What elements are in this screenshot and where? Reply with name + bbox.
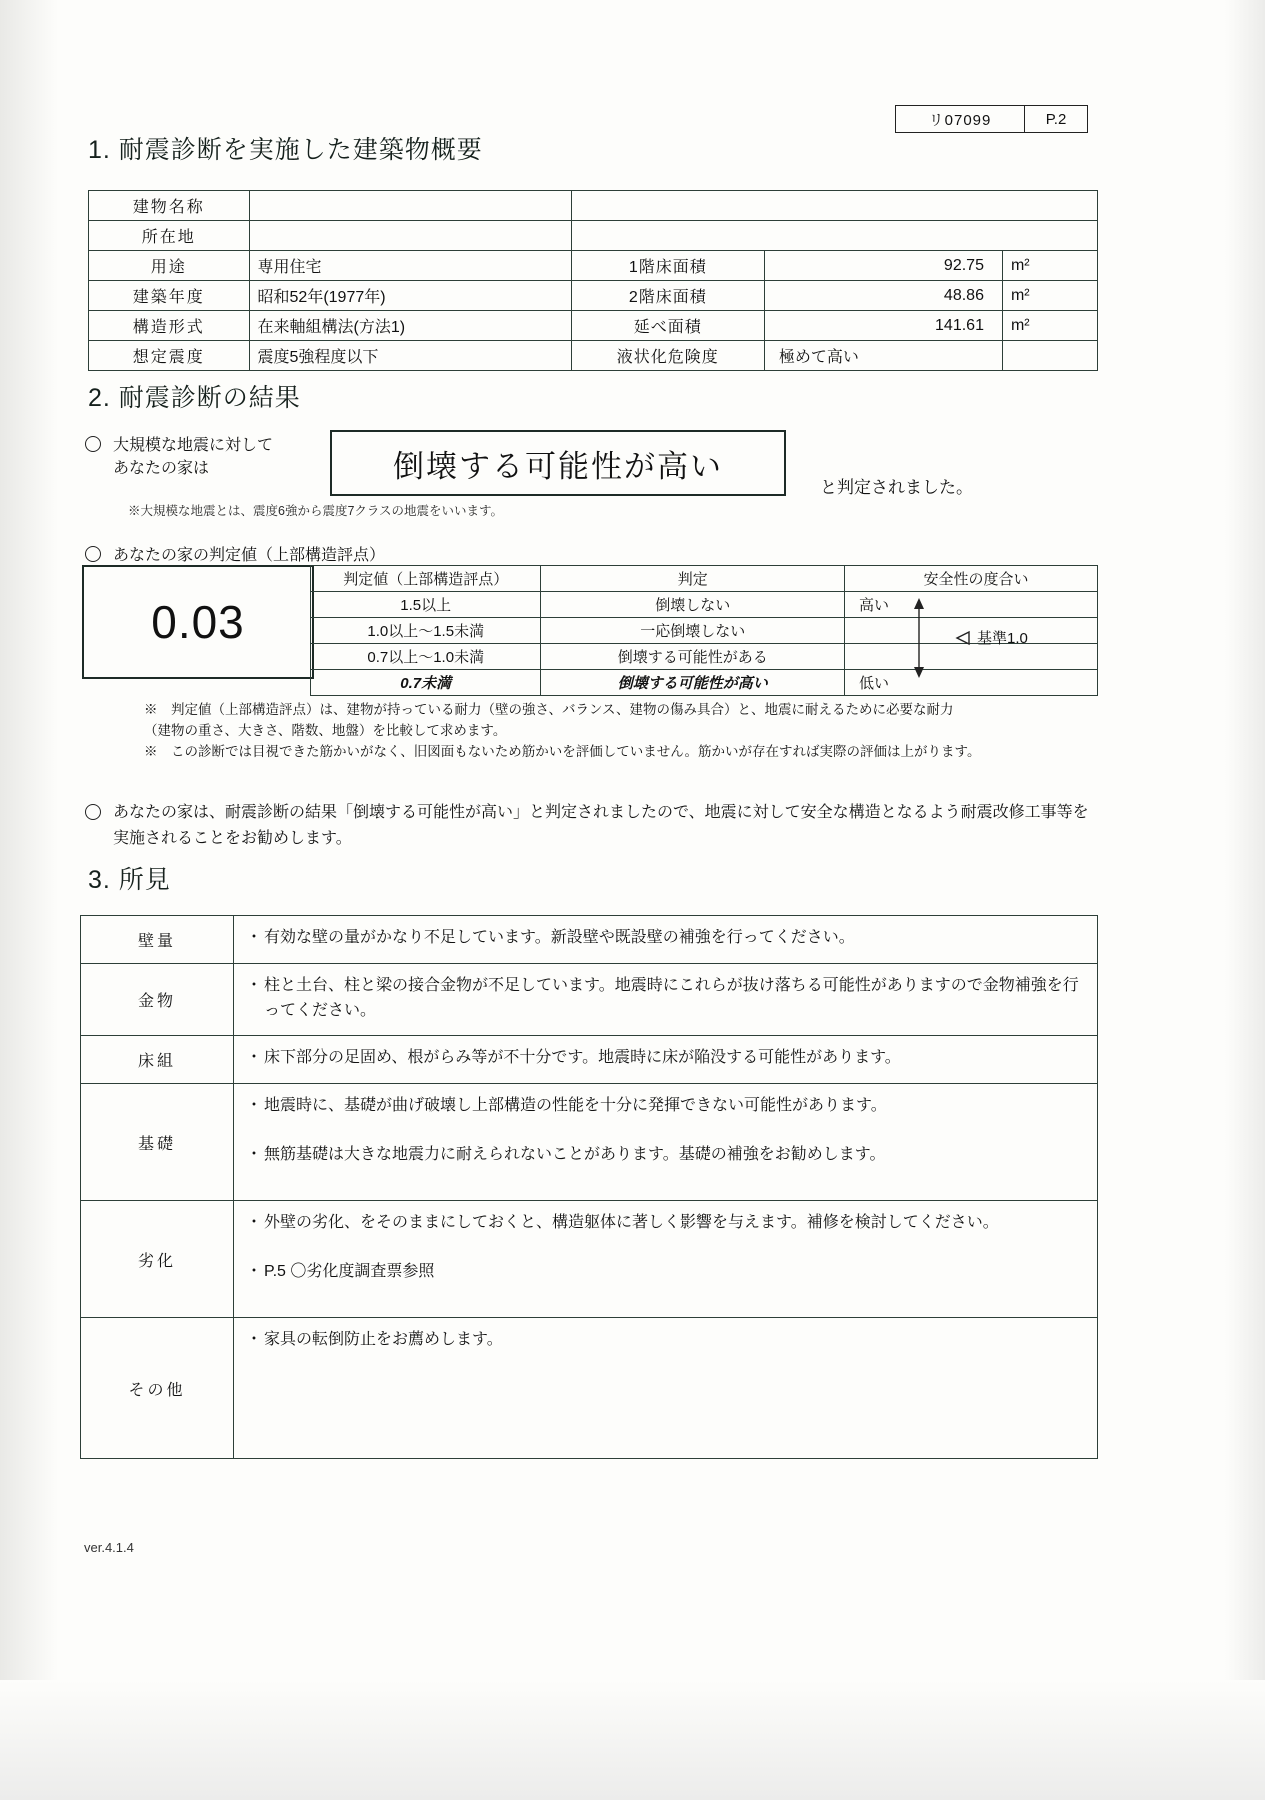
list-item xyxy=(246,974,1085,1024)
finding-text: 床下部分の足固め、根がらみ等が不十分です。地震時に床が陥没する可能性があります。 xyxy=(264,1049,901,1067)
row-label-2: 延べ面積 xyxy=(571,311,764,341)
finding-content xyxy=(234,1201,1098,1318)
cell-safety xyxy=(845,618,1098,644)
recommendation-text: あなたの家は、耐震診断の結果「倒壊する可能性が高い」と判定されましたので、地震に対して安全な構造となるよう耐震改修工事等を実施されることをお勧めします。 xyxy=(113,804,1089,847)
verdict-box xyxy=(330,430,786,496)
row-label-2: 液状化危険度 xyxy=(571,341,764,371)
row-label: 構造形式 xyxy=(89,311,250,341)
finding-text: 地震時に、基礎が曲げ破壊し上部構造の性能を十分に発揮できない可能性があります。 xyxy=(264,1097,887,1115)
table-row xyxy=(81,916,1098,964)
finding-text: 家具の転倒防止をお薦めします。 xyxy=(264,1331,503,1349)
row-value xyxy=(249,191,571,221)
list-item xyxy=(246,926,1085,951)
table-row xyxy=(89,281,1098,311)
table-row xyxy=(89,191,1098,221)
cell-safety xyxy=(845,644,1098,670)
row-unit: m² xyxy=(1002,281,1097,311)
table-row xyxy=(311,618,1098,644)
note-text: ※ この診断では目視できた筋かいがなく、旧図面もないため筋かいを評価していません。筋かいが存在すれば実際の評価は上がります。 xyxy=(144,743,981,759)
bullet-dot-icon: ・ xyxy=(246,1262,263,1280)
finding-label: その他 xyxy=(81,1318,234,1459)
note-text: ※ 判定値（上部構造評点）は、建物が持っている耐力（壁の強さ、バランス、建物の傷み具合）と、地震に耐えるために必要な耐力 xyxy=(144,702,954,717)
finding-content xyxy=(234,1318,1098,1459)
verdict-lead-line2: あなたの家は xyxy=(113,460,210,477)
cell-score-range: 0.7未満 xyxy=(311,670,541,696)
row-label: 建物名称 xyxy=(89,191,250,221)
table-row xyxy=(81,1084,1098,1201)
list-item xyxy=(246,1260,1085,1285)
finding-text: 外壁の劣化、をそのままにしておくと、構造躯体に著しく影響を与えます。補修を検討してください。 xyxy=(264,1214,999,1232)
row-value: 専用住宅 xyxy=(249,251,571,281)
finding-label: 壁量 xyxy=(81,916,234,964)
list-item xyxy=(246,1046,1085,1071)
finding-text: 柱と土台、柱と梁の接合金物が不足しています。地震時にこれらが抜け落ちる可能性がありますので金物補強を行ってください。 xyxy=(264,976,1079,1019)
row-label: 建築年度 xyxy=(89,281,250,311)
section2-title: 2. 耐震診断の結果 xyxy=(88,384,301,412)
finding-content xyxy=(234,963,1098,1036)
table-row xyxy=(81,963,1098,1036)
cell-score-range: 0.7以上～1.0未満 xyxy=(311,644,541,670)
row-label: 所在地 xyxy=(89,221,250,251)
list-item xyxy=(246,1143,1085,1168)
finding-content xyxy=(234,916,1098,964)
table-header-row xyxy=(311,566,1098,592)
circle-bullet-icon xyxy=(85,804,101,820)
finding-label: 床組 xyxy=(81,1036,234,1084)
note-line xyxy=(122,700,1102,721)
row-unit: m² xyxy=(1002,311,1097,341)
verdict-tail-text: と判定されました。 xyxy=(820,478,973,497)
cell-judgement: 倒壊する可能性がある xyxy=(541,644,845,670)
scan-edge-left xyxy=(0,0,58,1800)
row-number: 92.75 xyxy=(764,251,1002,281)
row-label: 想定震度 xyxy=(89,341,250,371)
version-label: ver.4.1.4 xyxy=(84,1540,134,1555)
row-value: 在来軸組構法(方法1) xyxy=(249,311,571,341)
list-item xyxy=(246,1211,1085,1236)
bullet-dot-icon: ・ xyxy=(246,929,263,946)
cell-score-range: 1.5以上 xyxy=(311,592,541,618)
table-row xyxy=(81,1318,1098,1459)
table-row xyxy=(81,1201,1098,1318)
section1-title: 1. 耐震診断を実施した建築物概要 xyxy=(88,136,483,164)
list-item xyxy=(246,1328,1085,1353)
finding-content xyxy=(234,1084,1098,1201)
note-marker xyxy=(122,700,144,721)
table-row xyxy=(89,311,1098,341)
note-marker xyxy=(122,742,144,763)
row-value: 震度5強程度以下 xyxy=(249,341,571,371)
table-row xyxy=(89,341,1098,371)
section3-title: 3. 所見 xyxy=(88,866,171,894)
row-label-2: 1階床面積 xyxy=(571,251,764,281)
table-row xyxy=(311,670,1098,696)
verdict-lead xyxy=(85,432,273,478)
row-value: 昭和52年(1977年) xyxy=(249,281,571,311)
score-box xyxy=(82,565,314,679)
row-blank xyxy=(571,221,1097,251)
finding-text: P.5 〇劣化度調査票参照 xyxy=(264,1262,435,1280)
bullet-dot-icon: ・ xyxy=(246,1331,263,1349)
note-line xyxy=(122,742,1102,763)
table-row xyxy=(81,1036,1098,1084)
row-value xyxy=(249,221,571,251)
row-label: 用途 xyxy=(89,251,250,281)
table-row xyxy=(311,644,1098,670)
cell-safety: 高い xyxy=(845,592,1098,618)
table-row xyxy=(89,251,1098,281)
cell-judgement: 倒壊する可能性が高い xyxy=(541,670,845,696)
scan-edge-bottom xyxy=(0,1680,1265,1800)
cell-score-range: 1.0以上～1.5未満 xyxy=(311,618,541,644)
list-item xyxy=(246,1094,1085,1119)
bullet-dot-icon: ・ xyxy=(246,1145,263,1163)
bullet-dot-icon: ・ xyxy=(246,1097,263,1115)
row-unit: m² xyxy=(1002,251,1097,281)
verdict-footnote: ※大規模な地震とは、震度6強から震度7クラスの地震をいいます。 xyxy=(128,504,504,518)
row-unit xyxy=(1002,341,1097,371)
row-number: 極めて高い xyxy=(764,341,1002,371)
row-number: 48.86 xyxy=(764,281,1002,311)
verdict-lead-text xyxy=(113,432,273,478)
scan-edge-right xyxy=(1225,0,1265,1800)
table-row xyxy=(311,592,1098,618)
judgement-notes xyxy=(122,700,1102,763)
judgement-table xyxy=(310,565,1098,696)
recommendation-paragraph xyxy=(85,800,1095,851)
circle-bullet-icon xyxy=(85,546,101,562)
finding-text: 有効な壁の量がかなり不足しています。新設壁や既設壁の補強を行ってください。 xyxy=(264,929,855,946)
document-code: リ07099 xyxy=(896,106,1025,132)
finding-content xyxy=(234,1036,1098,1084)
document-code-box xyxy=(895,105,1088,133)
verdict-text: 倒壊する可能性が高い xyxy=(393,448,723,484)
verdict-lead-line1: 大規模な地震に対して xyxy=(113,437,274,454)
score-value: 0.03 xyxy=(151,596,245,648)
judgement-lead-text: あなたの家の判定値（上部構造評点） xyxy=(113,547,386,564)
findings-table xyxy=(80,915,1098,1459)
page-number: P.2 xyxy=(1045,110,1067,128)
note-line xyxy=(122,721,1102,742)
bullet-dot-icon: ・ xyxy=(246,1214,263,1232)
cell-judgement: 一応倒壊しない xyxy=(541,618,845,644)
finding-label: 劣化 xyxy=(81,1201,234,1318)
bullet-dot-icon: ・ xyxy=(246,976,263,994)
note-text: （建物の重さ、大きさ、階数、地盤）を比較して求めます。 xyxy=(144,722,507,738)
finding-label: 金物 xyxy=(81,963,234,1036)
col-header-safety: 安全性の度合い xyxy=(845,566,1098,592)
circle-bullet-icon xyxy=(85,436,101,452)
col-header-score: 判定値（上部構造評点） xyxy=(311,566,541,592)
finding-text: 無筋基礎は大きな地震力に耐えられないことがあります。基礎の補強をお勧めします。 xyxy=(264,1145,886,1163)
criterion-label: 基準1.0 xyxy=(977,630,1028,647)
finding-label: 基礎 xyxy=(81,1084,234,1201)
row-blank xyxy=(571,191,1097,221)
table-row xyxy=(89,221,1098,251)
row-label-2: 2階床面積 xyxy=(571,281,764,311)
cell-judgement: 倒壊しない xyxy=(541,592,845,618)
col-header-judgement: 判定 xyxy=(541,566,845,592)
cell-safety: 低い xyxy=(845,670,1098,696)
judgement-lead xyxy=(85,542,385,565)
row-number: 141.61 xyxy=(764,311,1002,341)
building-overview-table xyxy=(88,190,1098,371)
bullet-dot-icon: ・ xyxy=(246,1049,263,1067)
